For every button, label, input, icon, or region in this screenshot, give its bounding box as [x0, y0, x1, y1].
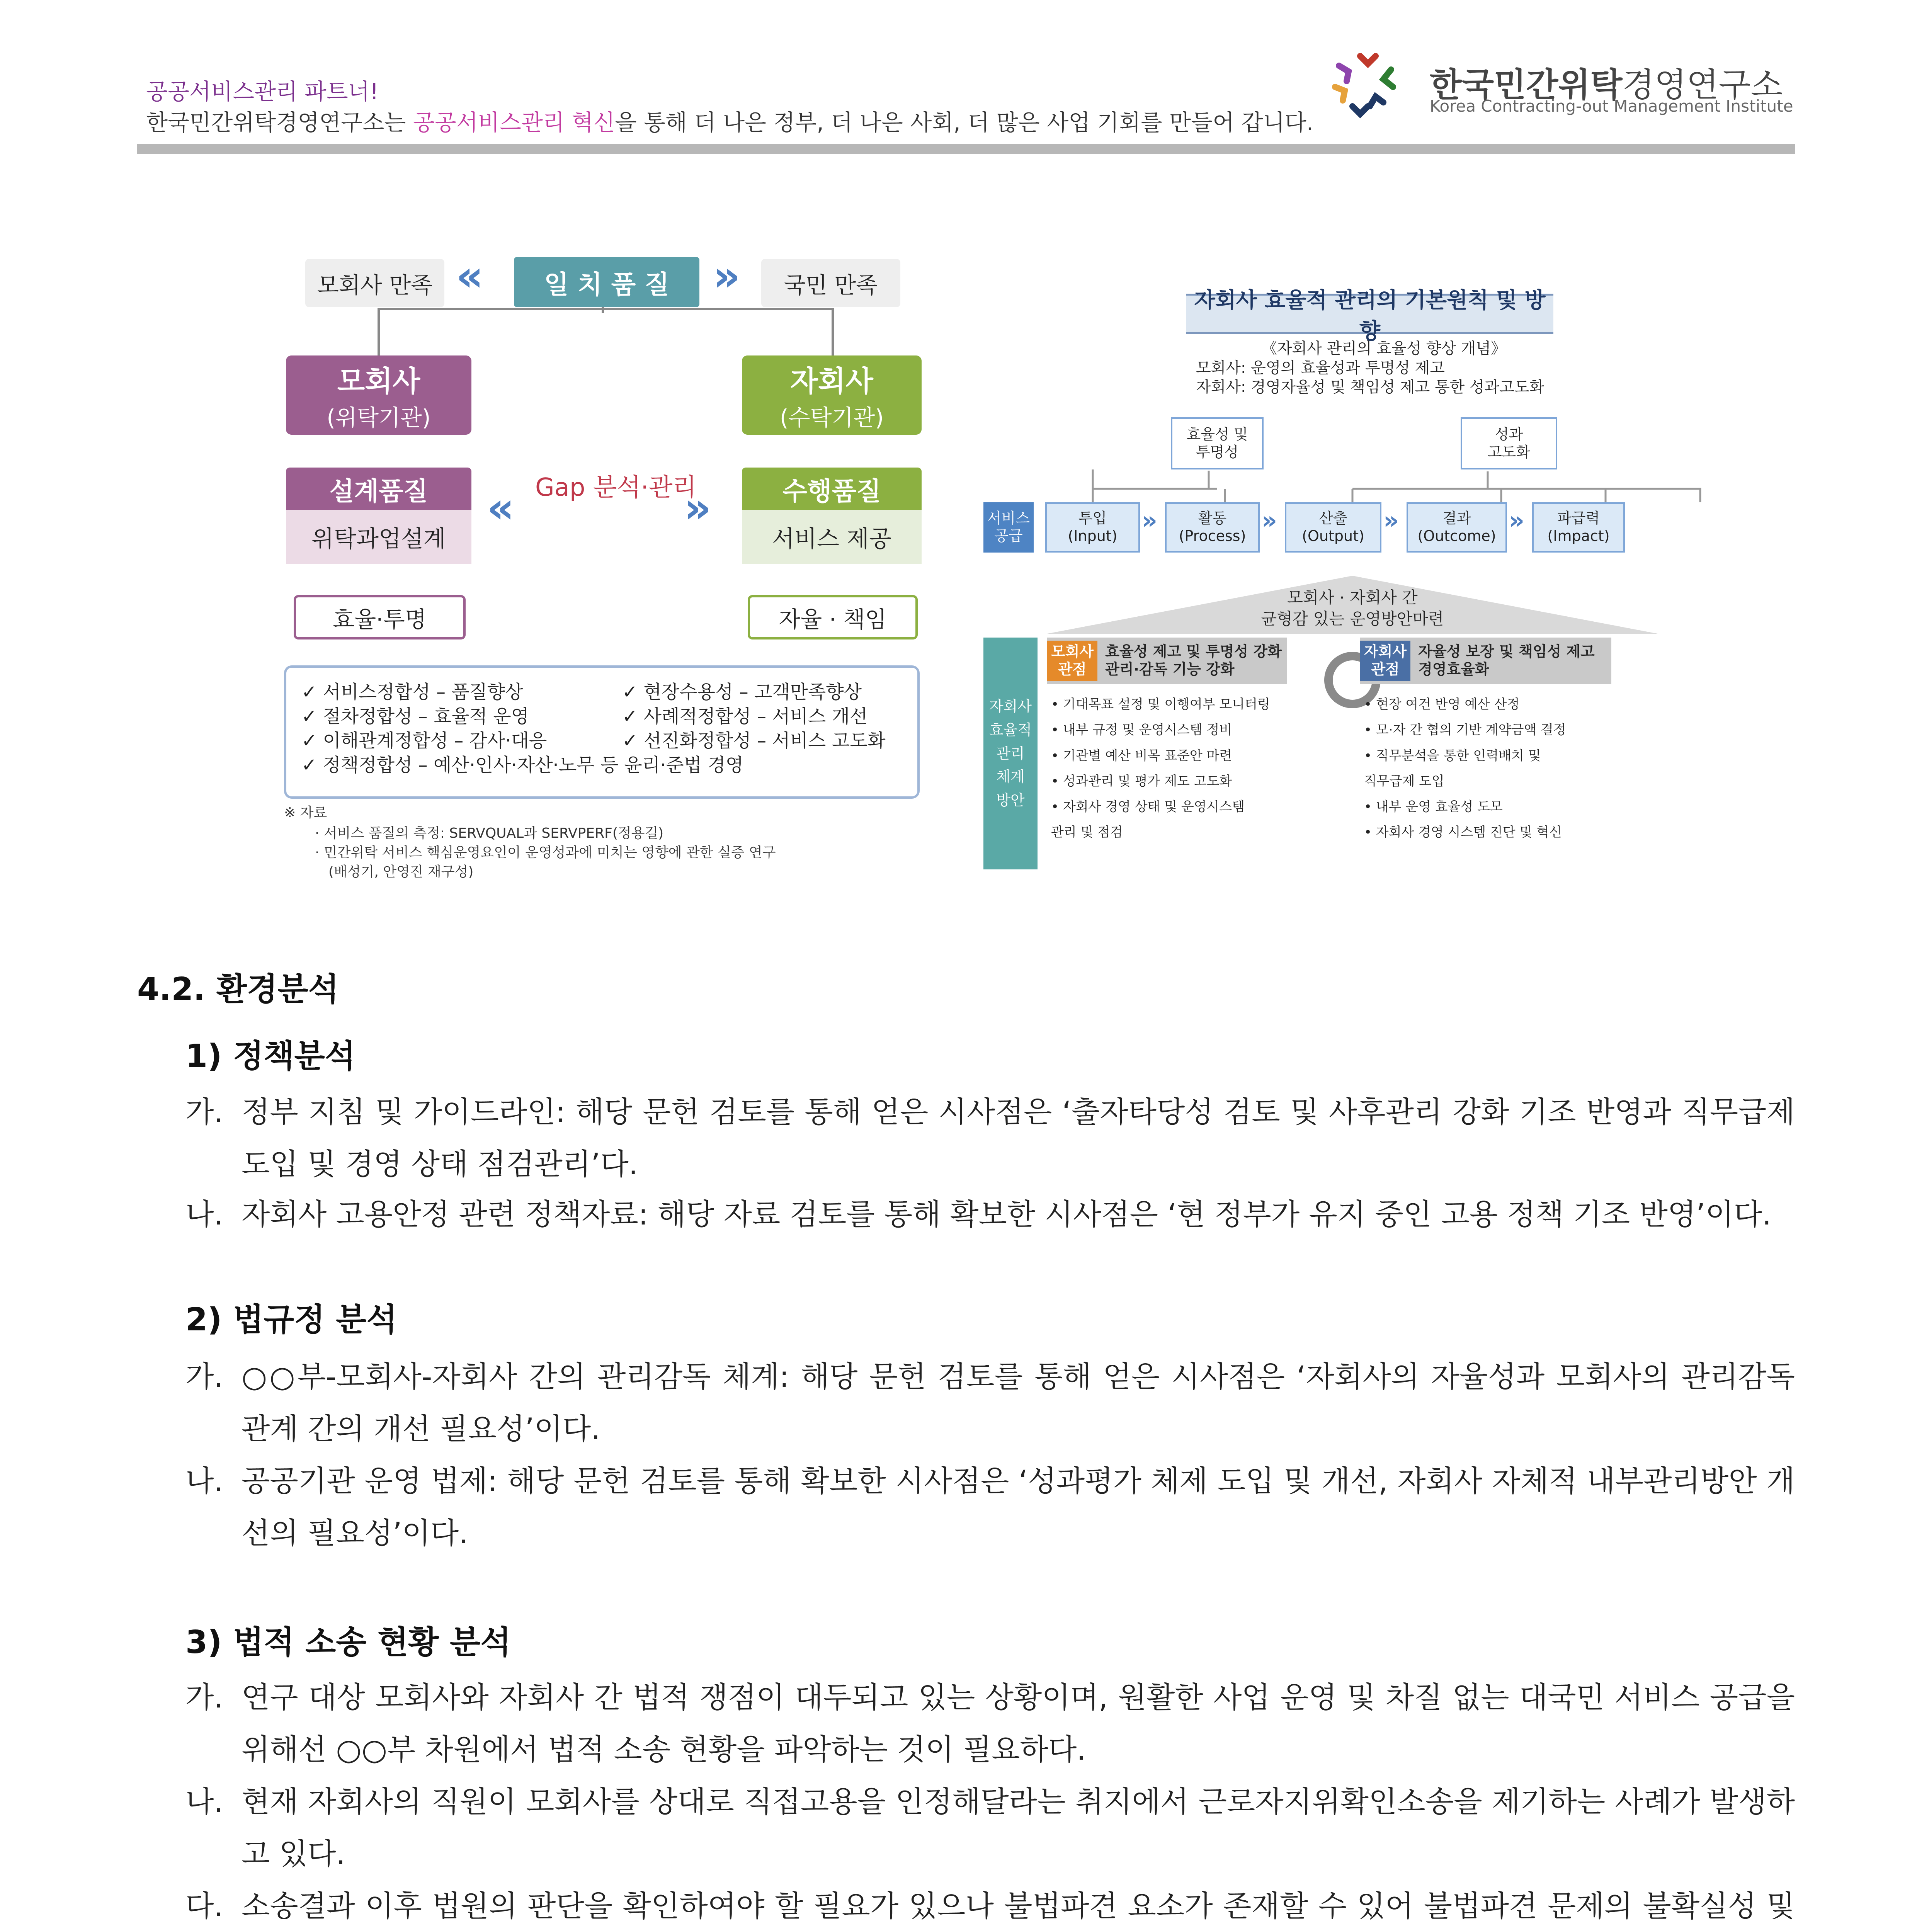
design-quality-desc: 위탁과업설계	[286, 510, 471, 564]
consistent-quality: 일 치 품 질	[514, 257, 699, 307]
checklist-item: ✓ 절차정합성 – 효율적 운영	[301, 706, 529, 727]
child-perspective-header: 자회사 관점 자율성 보장 및 책임성 제고 경영효율화	[1360, 638, 1611, 684]
concept-line: 《자회사 관리의 효율성 향상 개념》	[1262, 340, 1507, 357]
performance-box: 성과 고도화	[1461, 417, 1557, 469]
child-company-box: 자회사 (수탁기관)	[742, 355, 922, 435]
paragraph: 나. 공공기관 운영 법제: 해당 문헌 검토를 통해 확보한 시사점은 ‘성과평가 체제 도입 및 개선, 자회사 자체적 내부관리방안 개선의 필요성’이다.	[185, 1464, 1795, 1550]
source-note: · 서비스 품질의 측정: SERVQUAL과 SERVPERF(정용길)	[315, 825, 664, 841]
chevron-right-icon: »	[1509, 506, 1525, 534]
source-note: (배성기, 안영진 재구성)	[328, 864, 474, 880]
subsection-heading: 2) 법규정 분석	[185, 1301, 397, 1338]
subsection-heading: 3) 법적 소송 현황 분석	[185, 1624, 511, 1661]
performance-quality-label: 수행품질	[742, 468, 922, 510]
checklist-item: ✓ 선진화정합성 – 서비스 고도화	[622, 730, 886, 752]
header-tagline: 공공서비스관리 파트너!	[146, 78, 379, 105]
principles-title: 자회사 효율적 관리의 기본원칙 및 방향	[1186, 294, 1553, 334]
system-side-label: 자회사 효율적 관리 체계 방안	[983, 638, 1038, 869]
paragraph: 가. 정부 지침 및 가이드라인: 해당 문헌 검토를 통해 얻은 시사점은 ‘출자타당성 검토 및 사후관리 강화 기조 반영과 직무급제 도입 및 경영 상태 점검관리’다.	[185, 1095, 1795, 1181]
flow-impact: 파급력 (Impact)	[1532, 502, 1625, 553]
subsection-heading: 1) 정책분석	[185, 1038, 356, 1075]
paragraph: 다. 소송결과 이후 법원의 판단을 확인하여야 할 필요가 있으나 불법파견 요소가 존재할 수 있어 불법파견 문제의 불확실성 및	[185, 1889, 1795, 1923]
service-supply: 서비스 공급	[983, 502, 1034, 553]
balance-roof: 모회사 · 자회사 간 균형감 있는 운영방안마련	[1261, 588, 1444, 628]
source-note-title: ※ 자료	[284, 805, 327, 821]
paragraph: 나. 현재 자회사의 직원이 모회사를 상대로 직접고용을 인정해달라는 취지에서 근로자지위확인소송을 제기하는 사례가 발생하고 있다.	[185, 1784, 1795, 1871]
parent-satisfaction: 모회사 만족	[305, 259, 444, 307]
chevron-right-icon: »	[1383, 506, 1399, 534]
efficiency-transparency: 효율·투명	[294, 595, 466, 639]
chevron-right-icon: »	[684, 483, 712, 532]
institute-name-en: Korea Contracting-out Management Institute	[1430, 97, 1793, 116]
flow-output: 산출 (Output)	[1285, 502, 1381, 553]
institute-name-ko: 한국민간위탁경영연구소	[1430, 66, 1783, 104]
citizen-satisfaction: 국민 만족	[761, 259, 900, 307]
checklist-item: ✓ 서비스정합성 – 품질향상	[301, 681, 523, 703]
paragraph: 가. ○○부-모회사-자회사 간의 관리감독 체계: 해당 문헌 검토를 통해 얻은 시사점은 ‘자회사의 자율성과 모회사의 관리감독 관계 간의 개선 필요성’이다.	[185, 1359, 1795, 1446]
diagram-connectors	[0, 0, 966, 696]
chevron-right-icon: »	[713, 251, 741, 301]
checklist-item: ✓ 정책정합성 – 예산·인사·자산·노무 등 윤리·준법 경영	[301, 754, 744, 776]
flow-process: 활동 (Process)	[1165, 502, 1260, 553]
paragraph: 가. 연구 대상 모회사와 자회사 간 법적 쟁점이 대두되고 있는 상황이며, 원활한 사업 운영 및 차질 없는 대국민 서비스 공급을 위해선 ○○부 차원에서 법적 소송 현황을 파악하는 것이 필요하다.	[185, 1680, 1795, 1767]
performance-quality-desc: 서비스 제공	[742, 510, 922, 564]
chevron-left-icon: «	[487, 483, 515, 532]
checklist-item: ✓ 이해관계정합성 – 감사·대응	[301, 730, 547, 752]
flow-input: 투입 (Input)	[1045, 502, 1140, 553]
chevron-right-icon: »	[1142, 506, 1158, 534]
parent-company-box: 모회사 (위탁기관)	[286, 355, 471, 435]
checklist-item: ✓ 현장수용성 – 고객만족향상	[622, 681, 862, 703]
efficiency-box: 효율성 및 투명성	[1171, 417, 1264, 469]
header-mission: 한국민간위탁경영연구소는 공공서비스관리 혁신을 통해 더 나은 정부, 더 나은 사회, 더 많은 사업 기회를 만들어 갑니다.	[146, 109, 1314, 136]
section-heading: 4.2. 환경분석	[137, 971, 339, 1008]
chevron-left-icon: «	[456, 251, 484, 301]
concept-line: 모회사: 운영의 효율성과 투명성 제고	[1196, 359, 1445, 377]
parent-perspective-header: 모회사 관점 효율성 제고 및 투명성 강화 관리·감독 기능 강화	[1047, 638, 1287, 684]
design-quality-label: 설계품질	[286, 468, 471, 510]
gap-analysis-label: Gap 분석·관리	[535, 473, 697, 502]
checklist-item: ✓ 사례적정합성 – 서비스 개선	[622, 706, 868, 727]
flow-outcome: 결과 (Outcome)	[1407, 502, 1507, 553]
child-perspective-list: • 현장 여건 반영 예산 산정 • 모·자 간 협의 기반 계약금액 결정 • 직무분석을 통한 인력배치 및 직무급제 도입 • 내부 운영 효율성 도모 • 자회사 경영 시스템 진단 및 혁신	[1364, 697, 1566, 840]
autonomy-responsibility: 자율 · 책임	[748, 595, 918, 639]
source-note: · 민간위탁 서비스 핵심운영요인이 운영성과에 미치는 영향에 관한 실증 연구	[315, 845, 776, 861]
parent-perspective-list: • 기대목표 설정 및 이행여부 모니터링 • 내부 규정 및 운영시스템 정비 • 기관별 예산 비목 표준안 마련 • 성과관리 및 평가 제도 고도화 • 자회사 경영 상태 및 운영시스템 관리 및 점검	[1051, 697, 1270, 840]
concept-line: 자회사: 경영자율성 및 책임성 제고 통한 성과고도화	[1196, 378, 1544, 396]
paragraph: 나. 자회사 고용안정 관련 정책자료: 해당 자료 검토를 통해 확보한 시사점은 ‘현 정부가 유지 중인 고용 정책 기조 반영’이다.	[185, 1197, 1772, 1231]
chevron-right-icon: »	[1262, 506, 1277, 534]
